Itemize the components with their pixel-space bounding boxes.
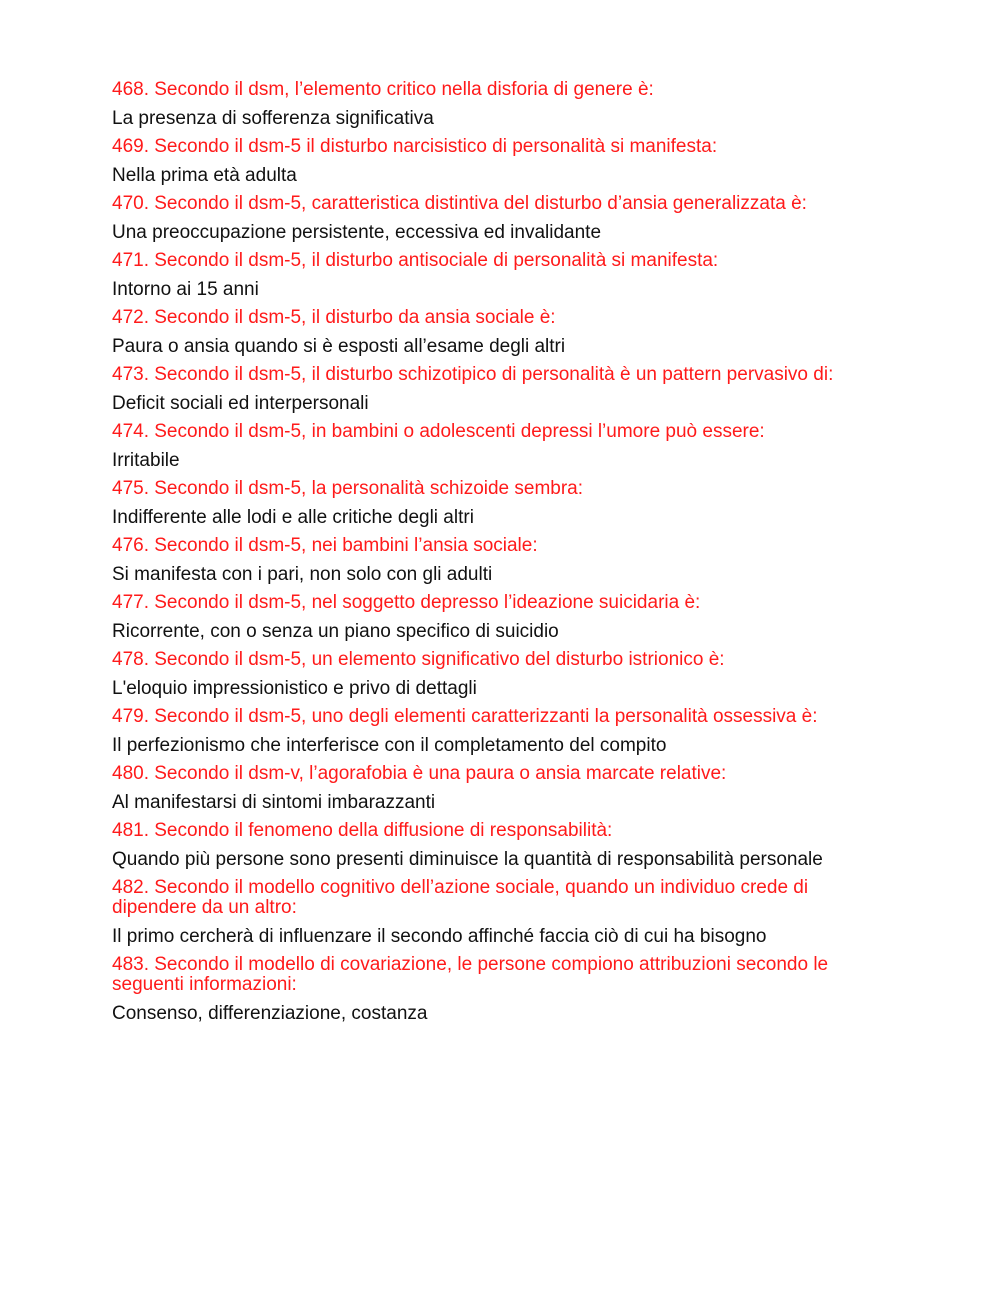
question-text: 476. Secondo il dsm-5, nei bambini l’ansia sociale: bbox=[112, 535, 538, 556]
qa-item-477 bbox=[112, 593, 872, 642]
qa-item-474 bbox=[112, 422, 872, 471]
answer-text: Nella prima età adulta bbox=[112, 165, 297, 186]
qa-item-472 bbox=[112, 308, 872, 357]
question-text: 478. Secondo il dsm-5, un elemento significativo del disturbo istrionico è: bbox=[112, 649, 725, 670]
answer-text: Irritabile bbox=[112, 450, 180, 471]
qa-item-480 bbox=[112, 764, 872, 813]
answer-text: Si manifesta con i pari, non solo con gli adulti bbox=[112, 564, 493, 585]
answer-text: Il primo cercherà di influenzare il secondo affinché faccia ciò di cui ha bisogno bbox=[112, 926, 767, 947]
question-text: 482. Secondo il modello cognitivo dell’azione sociale, quando un individuo crede di dipendere da un altro: bbox=[112, 877, 809, 918]
qa-item-481 bbox=[112, 821, 872, 870]
question-text: 473. Secondo il dsm-5, il disturbo schizotipico di personalità è un pattern pervasivo di: bbox=[112, 364, 834, 385]
question-text: 468. Secondo il dsm, l’elemento critico nella disforia di genere è: bbox=[112, 79, 654, 100]
answer-text: Ricorrente, con o senza un piano specifico di suicidio bbox=[112, 621, 559, 642]
answer-text: Intorno ai 15 anni bbox=[112, 279, 259, 300]
qa-item-469 bbox=[112, 137, 872, 186]
question-text: 471. Secondo il dsm-5, il disturbo antisociale di personalità si manifesta: bbox=[112, 250, 719, 271]
qa-item-471 bbox=[112, 251, 872, 300]
qa-item-470 bbox=[112, 194, 872, 243]
question-text: 483. Secondo il modello di covariazione, le persone compiono attribuzioni secondo le seguenti informazioni: bbox=[112, 954, 829, 995]
answer-text: La presenza di sofferenza significativa bbox=[112, 108, 434, 129]
question-text: 469. Secondo il dsm-5 il disturbo narcisistico di personalità si manifesta: bbox=[112, 136, 718, 157]
question-text: 472. Secondo il dsm-5, il disturbo da ansia sociale è: bbox=[112, 307, 556, 328]
answer-text: Il perfezionismo che interferisce con il completamento del compito bbox=[112, 735, 667, 756]
answer-text: Una preoccupazione persistente, eccessiva ed invalidante bbox=[112, 222, 602, 243]
question-text: 477. Secondo il dsm-5, nel soggetto depresso l’ideazione suicidaria è: bbox=[112, 592, 701, 613]
answer-text: Consenso, differenziazione, costanza bbox=[112, 1003, 428, 1024]
qa-item-483 bbox=[112, 955, 872, 1024]
qa-item-479 bbox=[112, 707, 872, 756]
qa-item-475 bbox=[112, 479, 872, 528]
qa-item-476 bbox=[112, 536, 872, 585]
qa-item-478 bbox=[112, 650, 872, 699]
answer-text: L'eloquio impressionistico e privo di dettagli bbox=[112, 678, 477, 699]
answer-text: Quando più persone sono presenti diminuisce la quantità di responsabilità personale bbox=[112, 849, 823, 870]
answer-text: Deficit sociali ed interpersonali bbox=[112, 393, 369, 414]
qa-item-473 bbox=[112, 365, 872, 414]
answer-text: Indifferente alle lodi e alle critiche degli altri bbox=[112, 507, 474, 528]
answer-text: Paura o ansia quando si è esposti all’esame degli altri bbox=[112, 336, 566, 357]
qa-item-482 bbox=[112, 878, 872, 947]
answer-text: Al manifestarsi di sintomi imbarazzanti bbox=[112, 792, 436, 813]
document-page bbox=[112, 80, 872, 1032]
question-text: 480. Secondo il dsm-v, l’agorafobia è una paura o ansia marcate relative: bbox=[112, 763, 727, 784]
question-text: 479. Secondo il dsm-5, uno degli elementi caratterizzanti la personalità ossessiva è: bbox=[112, 706, 818, 727]
question-text: 474. Secondo il dsm-5, in bambini o adolescenti depressi l’umore può essere: bbox=[112, 421, 765, 442]
question-text: 475. Secondo il dsm-5, la personalità schizoide sembra: bbox=[112, 478, 584, 499]
qa-item-468 bbox=[112, 80, 872, 129]
question-text: 470. Secondo il dsm-5, caratteristica distintiva del disturbo d’ansia generalizzata è: bbox=[112, 193, 807, 214]
question-text: 481. Secondo il fenomeno della diffusione di responsabilità: bbox=[112, 820, 613, 841]
